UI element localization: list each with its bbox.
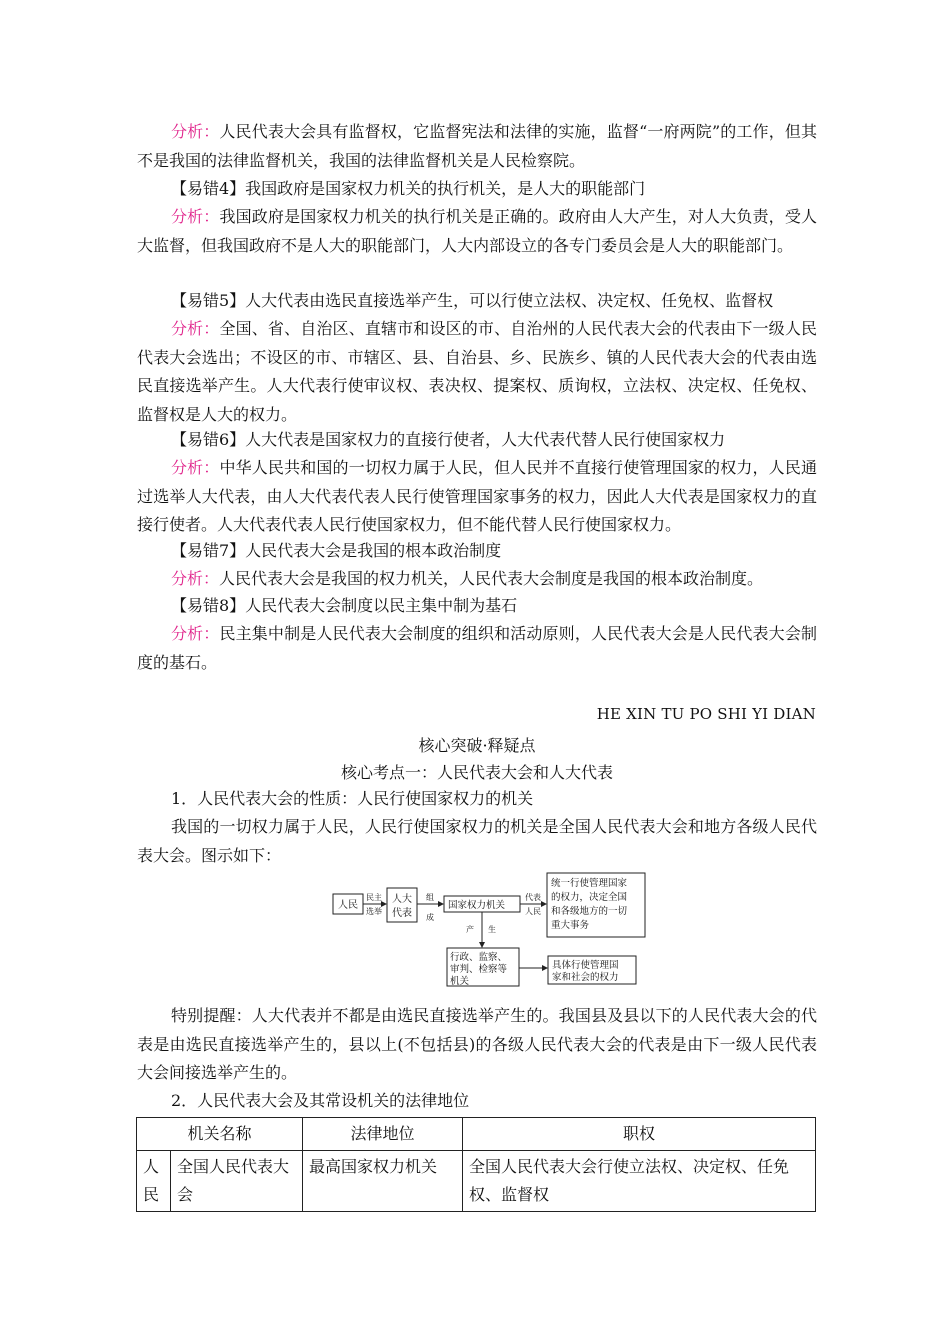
point-title: 核心考点一：人民代表大会和人大代表 [340, 763, 613, 782]
power-diagram [330, 870, 650, 990]
diagram-powers-1: 统一行使管理国家 [551, 878, 628, 889]
diagram-powers-2: 的权力，决定全国 [551, 892, 628, 903]
analysis-paragraph-1 [137, 118, 817, 175]
diagram-powers-4: 重大事务 [551, 920, 590, 931]
error-item-4: 【易错4】我国政府是国家权力机关的执行机关，是人大的职能部门 [171, 179, 646, 198]
analysis-paragraph-8 [137, 620, 817, 677]
table-row [137, 1151, 816, 1212]
analysis-label: 分析： [171, 569, 220, 588]
error-item-7: 【易错7】人民代表大会是我国的根本政治制度 [171, 541, 502, 560]
analysis-paragraph-4 [137, 203, 817, 260]
pinyin-header: HE XIN TU PO SHI YI DIAN [596, 705, 816, 723]
error-item-6: 【易错6】人大代表是国家权力的直接行使者，人大代表代替人民行使国家权力 [171, 430, 726, 449]
analysis-paragraph-5 [137, 315, 817, 429]
analysis-label: 分析： [171, 458, 220, 477]
analysis-label: 分析： [171, 207, 220, 226]
diagram-elect-bottom: 选举 [366, 907, 382, 916]
diagram-represent-2: 人民 [525, 907, 541, 916]
diagram-deputy-1: 人大 [392, 894, 412, 905]
diagram-others-3: 机关 [450, 976, 470, 987]
analysis-text: 我国政府是国家权力机关的执行机关是正确的。政府由人大产生，对人大负责，受人大监督，但我国政府不是人大的职能部门，人大内部设立的各专门委员会是人大的职能部门。 [137, 207, 817, 255]
analysis-label: 分析： [171, 122, 220, 141]
item-1-title: 1．人民代表大会的性质：人民行使国家权力的机关 [171, 789, 534, 808]
diagram-others-1: 行政、监察、 [450, 952, 508, 963]
header-legal-status: 法律地位 [303, 1118, 463, 1151]
header-organ-name: 机关名称 [137, 1118, 303, 1151]
error-item-8: 【易错8】人民代表大会制度以民主集中制为基石 [171, 596, 518, 615]
diagram-form-2: 成 [426, 913, 434, 922]
diagram-people: 人民 [338, 900, 358, 911]
analysis-text: 人民代表大会是我国的权力机关，人民代表大会制度是我国的根本政治制度。 [219, 569, 764, 588]
diagram-organ: 国家权力机关 [448, 900, 506, 911]
analysis-text: 人民代表大会具有监督权，它监督宪法和法律的实施，监督“一府两院”的工作，但其不是我国的法律监督机关，我国的法律监督机关是人民检察院。 [137, 122, 817, 170]
diagram-form-1: 组 [426, 893, 434, 902]
diagram-specific-2: 家和社会的权力 [552, 972, 619, 983]
diagram-specific-1: 具体行使管理国 [552, 960, 619, 971]
section-title: 核心突破·释疑点 [418, 736, 536, 755]
row-legal-status: 最高国家权力机关 [303, 1151, 463, 1212]
analysis-paragraph-7 [137, 565, 817, 594]
row-group-cell: 人民 [137, 1151, 171, 1212]
row-powers: 全国人民代表大会行使立法权、决定权、任免权、监督权 [463, 1151, 816, 1212]
diagram-represent-1: 代表 [525, 893, 541, 902]
diagram-deputy-2: 代表 [392, 908, 412, 919]
table-header-row [137, 1118, 816, 1151]
header-powers: 职权 [463, 1118, 816, 1151]
diagram-elect-top: 民主 [366, 893, 382, 902]
error-item-5: 【易错5】人大代表由选民直接选举产生，可以行使立法权、决定权、任免权、监督权 [171, 291, 774, 310]
diagram-others-2: 审判、检察等 [450, 964, 508, 975]
analysis-text: 民主集中制是人民代表大会制度的组织和活动原则，人民代表大会是人民代表大会制度的基石。 [137, 624, 817, 672]
row-organ-name: 全国人民代表大会 [171, 1151, 303, 1212]
diagram-produce-1: 产 [466, 925, 474, 934]
analysis-text: 全国、省、自治区、直辖市和设区的市、自治州的人民代表大会的代表由下一级人民代表大会选出；不设区的市、市辖区、县、自治县、乡、民族乡、镇的人民代表大会的代表由选民直接选举产生。人大代表行使审议权、表决权、提案权、质询权，立法权、决定权、任免权、监督权是人大的权力。 [137, 319, 817, 424]
analysis-label: 分析： [171, 624, 220, 643]
legal-status-table [136, 1117, 816, 1212]
item-2-title: 2．人民代表大会及其常设机关的法律地位 [171, 1091, 470, 1110]
special-reminder: 特别提醒：人大代表并不都是由选民直接选举产生的。我国县及县以下的人民代表大会的代表是由选民直接选举产生的，县以上(不包括县)的各级人民代表大会的代表是由下一级人民代表大会间接选举产生的。 [137, 1006, 817, 1082]
analysis-text: 中华人民共和国的一切权力属于人民，但人民并不直接行使管理国家的权力，人民通过选举人大代表，由人大代表代表人民行使管理国家事务的权力，因此人大代表是国家权力的直接行使者。人大代表代表人民行使国家权力，但不能代替人民行使国家权力。 [137, 458, 817, 534]
analysis-paragraph-6 [137, 454, 817, 540]
diagram-produce-2: 生 [488, 925, 496, 934]
analysis-label: 分析： [171, 319, 220, 338]
diagram-powers-3: 和各级地方的一切 [551, 906, 628, 917]
item-1-text: 我国的一切权力属于人民，人民行使国家权力的机关是全国人民代表大会和地方各级人民代表大会。图示如下： [137, 817, 817, 865]
